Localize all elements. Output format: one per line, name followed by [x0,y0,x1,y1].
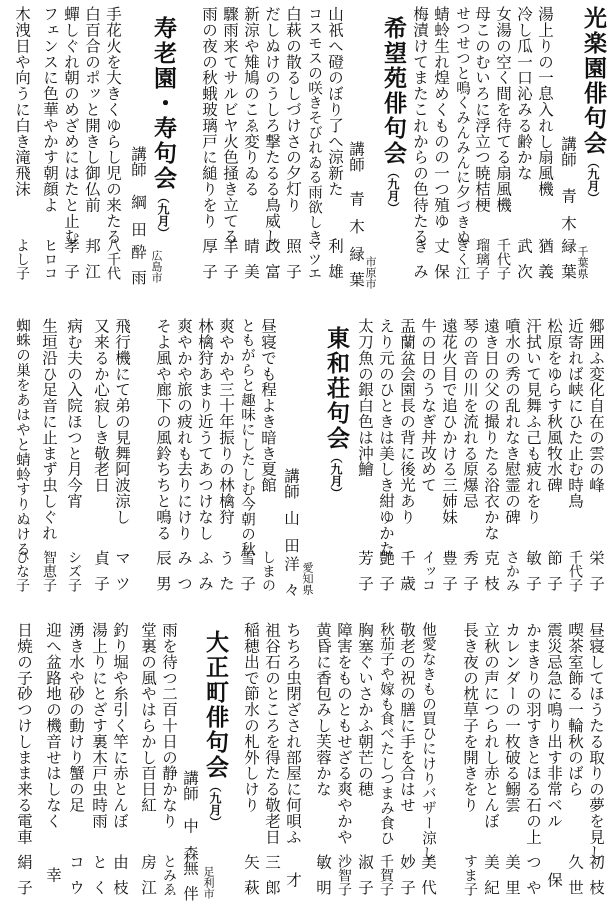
poem-entry [262,622,282,916]
poem-author: ヒロコ [42,238,58,280]
poem-author: 秀子 [461,550,479,601]
poem-entry [216,318,236,608]
poem-text: 新涼や雉鳩のこゑ変りゐる [242,6,260,197]
teacher-touwasou [281,318,314,608]
teacher-place: 足利市 [202,866,215,899]
poem-text: 立秋の声につられし赤とんぼ [482,622,500,829]
teacher-place: 広島市 [150,250,163,283]
poem-entry [481,622,501,916]
poem-text: 郷囲ふ変化自在の雲の峰 [587,318,605,493]
poem-text: 白百合のポッと開きし御仏前 [83,6,101,213]
poem-author: イッコ [420,550,436,592]
poem-entry [460,318,480,608]
poem-text: ちちろ虫閉ざされ部屋に何唄ふ [284,622,302,845]
poem-text: せつせつと鳴くみんみんに夕づきぬ [454,6,470,245]
teacher-name-family: 中森 [181,818,199,873]
poem-author: 敏明 [314,854,332,905]
poem-author: きみ [411,238,429,289]
poem-author: 千代子 [567,550,583,592]
poem-entry [241,6,261,300]
poem-entry [355,622,375,916]
poem-entry [431,6,451,300]
teacher-name-family: 青木 [559,188,577,243]
poem-author: 淑子 [356,854,374,905]
poem-author: みつ [175,550,193,601]
poem-entry [376,622,396,916]
teacher-taishomachi [180,622,200,916]
poem-text: 喫茶室飾る一輪秋のばら [566,622,584,797]
poem-text: 白萩の散るしづけさの夕灯り [284,6,302,213]
poem-text: 汗拭いて見舞ふ己も疲れをり [524,318,542,525]
poem-author: 千代子 [495,238,511,280]
poem-text: 爽やかや三十年振りの林檎狩 [217,318,235,525]
poem-entry [283,6,303,300]
group-title: 寿老園・寿句会（九月） [150,16,176,239]
poem-entry [40,6,60,300]
teacher-name-given: 緑葉 [559,238,577,289]
poem-text: 琴の音の川を流れる原爆忌 [461,318,479,509]
poem-entry [460,622,480,916]
teacher-place-col [146,6,166,300]
poem-author: つや [524,854,542,905]
poem-author: 智恵子 [41,550,57,592]
teacher-korakuen [558,6,589,300]
poem-entry [418,318,438,608]
poem-text: コスモスの咲きそびれゐる雨欲しき [306,6,322,245]
poem-author: 千歳 [398,550,416,601]
poem-entry [14,622,34,916]
poem-text: 飛行機にて弟の見舞阿波涼し [113,318,131,525]
poem-text: 迎へ盆路地の機音せはしなく [44,622,62,829]
poem-author: よし子 [14,238,30,280]
poem-entry [43,622,63,916]
poem-entry [502,622,522,916]
poem-text: 冷し瓜一口沁みる齢かな [515,6,533,181]
poem-text: 爽やかや旅の疲れも去りにけり [175,318,193,541]
poem-author: 克枝 [482,550,500,601]
teacher-label: 講師 [559,136,577,167]
poem-text: 遠き日の父の撮りたる浴衣かな [482,318,500,541]
poem-text: 釣り堀や糸引く竿に赤とんぼ [111,622,129,829]
poem-entry [481,318,501,608]
teacher-label: 講師 [347,141,365,172]
poem-author: 由枝 [111,854,129,905]
poem-author: ひな子 [14,550,30,592]
poem-text: 湯上りにとざす裏木戸虫時雨 [90,622,108,829]
group-header-kibouen [378,6,408,300]
poem-author: 晴美 [242,238,260,289]
poem-entry [514,6,534,300]
teacher-label: 講師 [129,146,147,177]
poem-entry [586,318,606,608]
poem-text: 近寄れば峡にひた止む時鳥 [566,318,584,509]
teacher-name-given: 洋々 [282,556,300,607]
poem-text: だしぬけのうしろ撃たるる鳥威し [263,6,281,245]
poem-author: 美代 [419,854,437,905]
poem-author: 貞子 [92,550,110,601]
poem-author: 雪子 [238,550,256,601]
poem-text: 蜘蛛の巣をあはやと蜻蛉すりぬける [14,318,30,557]
poem-text: フェンスに色華やかす朝顔よ [41,6,59,213]
poem-author: 保 [545,872,563,898]
poem-text: 女湯の空く間を待てる扇風機 [494,6,512,213]
poem-text: 障害をものともせざる爽やかや [335,622,353,845]
poem-text: 母このむいろに浮立つ暁桔梗 [473,6,491,213]
poem-entry [472,6,492,300]
poem-text: 日焼の子砂つけしまま来る電車 [15,622,33,845]
poem-entry [237,318,257,608]
poem-entry [410,6,430,300]
poem-text: 噴水の秀の乱れなき慰霊の碑 [503,318,521,525]
poem-author: 初枝 [587,854,605,905]
poem-entry [535,6,555,300]
poem-text: 生垣沿ひ足音に止まず虫しぐれ [40,318,58,541]
poem-author: 邦江 [83,238,101,289]
poem-text: 盂蘭盆会園長の背に後光あり [398,318,416,525]
poem-author: 美里 [503,854,521,905]
poem-author: 政富 [263,238,281,289]
poem-entry [64,318,84,608]
poem-text: 敬老の祝の膳に手を合はせ [398,622,416,813]
teacher-kibouen [346,6,377,300]
poem-entry [418,622,438,916]
poem-author: とみゑ [161,854,177,896]
group-header-touwasou [321,318,351,608]
teacher-place: 愛知県 [301,562,314,595]
poem-entry [195,318,215,608]
poem-text: 湧き水や砂の動けり蟹の足 [67,622,85,813]
teacher-name-given: 緑葉 [347,246,365,297]
poem-entry [258,318,278,608]
poem-text: 祖谷石のところを得たる敬老日 [263,622,281,845]
poem-text: 稲穂出で節水の札外しけり [242,622,260,813]
poem-text: 山祇へ磴のぼり了へ涼新た [326,6,344,197]
poem-text: 雨の夜の秋蛾玻璃戸に縋りをり [200,6,218,229]
poem-text: 松原をゆらす秋風牧水碑 [545,318,563,493]
poem-text: 林檎狩あまり近うてあつけなし [196,318,214,541]
poem-author: 豊子 [440,550,458,601]
group-title: 東和荘句会（九月） [323,326,349,499]
poem-author: ふみ [196,550,214,601]
poem-entry [199,6,219,300]
poem-entry [544,622,564,916]
poem-entry [439,318,459,608]
poem-author: 妙子 [398,854,416,905]
poem-text: 雨を待つ二百十日の静かなり [160,622,178,829]
poem-author: 美紀 [482,854,500,905]
poem-author: とく [90,854,108,905]
poem-entry [110,622,130,916]
poem-entry [103,6,123,300]
poem-entry [397,622,417,916]
poem-author: 才 [284,872,302,898]
poem-entry [153,318,173,608]
poem-author: きく江 [454,238,470,280]
poem-text: かまきりの羽すきとほる石の上 [524,622,542,845]
poem-entry [91,318,111,608]
poem-text: 病む夫の入院ほつと月今宵 [65,318,83,509]
poem-author: 栄子 [587,550,605,601]
poem-author: 沙智子 [336,854,352,896]
poem-text: 胸塞ぐいさかふ朝芒の穂 [356,622,374,797]
poem-author: 艶子 [377,550,395,601]
poem-text: 又来るか心寂しき敬老日 [92,318,110,493]
poem-entry [262,6,282,300]
poem-author: 八千代 [105,238,121,280]
poem-author: すま子 [462,854,478,896]
poem-author: 節子 [545,550,563,601]
poem-entry [220,6,240,300]
poem-text: 遠花火目で追ひかける三姉妹 [440,318,458,525]
poem-author: 孝子 [62,238,80,289]
poem-author: さかみ [504,550,520,592]
poem-author: 照子 [284,238,302,289]
poem-text: 手花火を大きくゆらし児の来たる [104,6,122,245]
poem-entry [174,318,194,608]
poem-entry [304,6,324,300]
teacher-name-given: 無伴 [181,860,199,911]
poem-author: 猶義 [536,238,554,289]
teacher-name-family: 山田 [282,510,300,565]
band-middle [0,318,610,608]
poem-text: 梅漬けてまたこれからの色待たる [411,6,429,245]
poem-text: 昼寝してほうたる取りの夢を見し [587,622,605,861]
poem-author: しまの [260,550,276,592]
poem-text: 蟬しぐれ朝のめざめにはたと止む [62,6,80,245]
poem-entry [283,622,303,916]
poem-entry [313,622,333,916]
poem-text: 他愛なきもの買ひにけりバザー涼し [420,622,436,861]
poem-entry [334,622,354,916]
poem-author: マツエ [306,238,322,280]
poem-author: 敏子 [524,550,542,601]
poem-author: 房江 [139,854,157,905]
poem-entry [502,318,522,608]
teacher-name-family: 綱田 [129,194,147,249]
poem-author: 千賀子 [378,854,394,896]
poem-author: 絹子 [15,854,33,905]
poem-entry [452,6,472,300]
poem-text: 蜻蛉生れ煌めくものの一つ殖ゆ [432,6,450,229]
group-title: 希望苑俳句会（九月） [380,16,406,214]
poem-text: 湯上りの一息入れし扇風機 [536,6,554,197]
poem-entry [397,318,417,608]
poem-entry [565,622,585,916]
poem-author: 辰男 [154,550,172,601]
poem-text: 昼寝でも程よき暗き夏館 [259,318,277,493]
poem-entry [112,318,132,608]
teacher-name-given: 酔雨 [129,244,147,295]
group-title: 光楽園俳句会（九月） [580,6,606,204]
poem-entry [523,622,543,916]
poem-text: 長き夜の枕草子を開きをり [461,622,479,813]
poem-author: 武次 [515,238,533,289]
poem-text: 太刀魚の銀白色は沖鱠 [356,318,374,477]
band-top [0,6,610,300]
poem-entry [325,6,345,300]
teacher-place: 千葉県 [576,246,589,279]
poem-author: 幸 [44,867,62,893]
poem-author: 三郎 [263,854,281,905]
poem-author: 羊子 [221,238,239,289]
poem-author: マツ [113,550,131,601]
poem-text: そよ風や廊下の風鈴ちちと鳴る [154,318,172,541]
poem-entry [493,6,513,300]
poem-entry [544,318,564,608]
poem-entry [138,622,158,916]
teacher-label: 講師 [181,770,199,801]
poem-entry [61,6,81,300]
poem-entry [355,318,375,608]
teacher-place-col [198,622,218,916]
poem-text: ともがらと趣味にしたしむ今朝の秋 [239,318,255,557]
poem-entry [66,622,86,916]
poem-text: 震災忌急に鳴り出す非常ベル [545,622,563,829]
poem-text: 黄昏に香包みし芙蓉かな [314,622,332,797]
poem-entry [586,622,606,916]
poem-text: 木洩日や向うに白き滝飛沫 [13,6,31,197]
poem-text: 牛の日のうなぎ丼改めて [419,318,437,493]
poem-author: 丈保 [432,238,450,289]
poem-author: 利雄 [326,238,344,289]
band-bottom [0,622,610,916]
poem-text: 秋茄子や嫁も食べたしつまみ食ひ [378,622,394,846]
poem-author: 瑠璃子 [474,238,490,280]
poem-author: うた [217,550,235,601]
poem-entry [12,6,32,300]
poem-author: シズ子 [66,550,82,592]
poem-entry [159,622,179,916]
poem-author: 久世 [566,854,584,905]
poem-author: 芳子 [356,550,374,601]
poem-text: えり元のひときは美しき紺ゆかた [377,318,395,557]
poem-entry [376,318,396,608]
poem-entry [241,622,261,916]
poem-entry [89,622,109,916]
teacher-label: 講師 [282,468,300,499]
poem-author: 矢萩 [242,854,260,905]
poem-entry [12,318,32,608]
teacher-jurouen [128,6,148,300]
teacher-name-family: 青木 [347,191,365,246]
poem-text: カレンダーの一枚破る鰯雲 [503,622,521,813]
group-title: 大正町俳句会（九月） [202,630,228,828]
poem-entry [523,318,543,608]
teacher-place: 市原市 [364,256,377,289]
poem-author: コウ [67,854,85,905]
poem-text: 驟雨来てサルビヤ火色掻き立てる [221,6,239,245]
poem-text: 堂裏の風やはらかし百日紅 [139,622,157,813]
poem-entry [565,318,585,608]
poem-entry [39,318,59,608]
poem-author: 厚子 [200,238,218,289]
poem-entry [82,6,102,300]
